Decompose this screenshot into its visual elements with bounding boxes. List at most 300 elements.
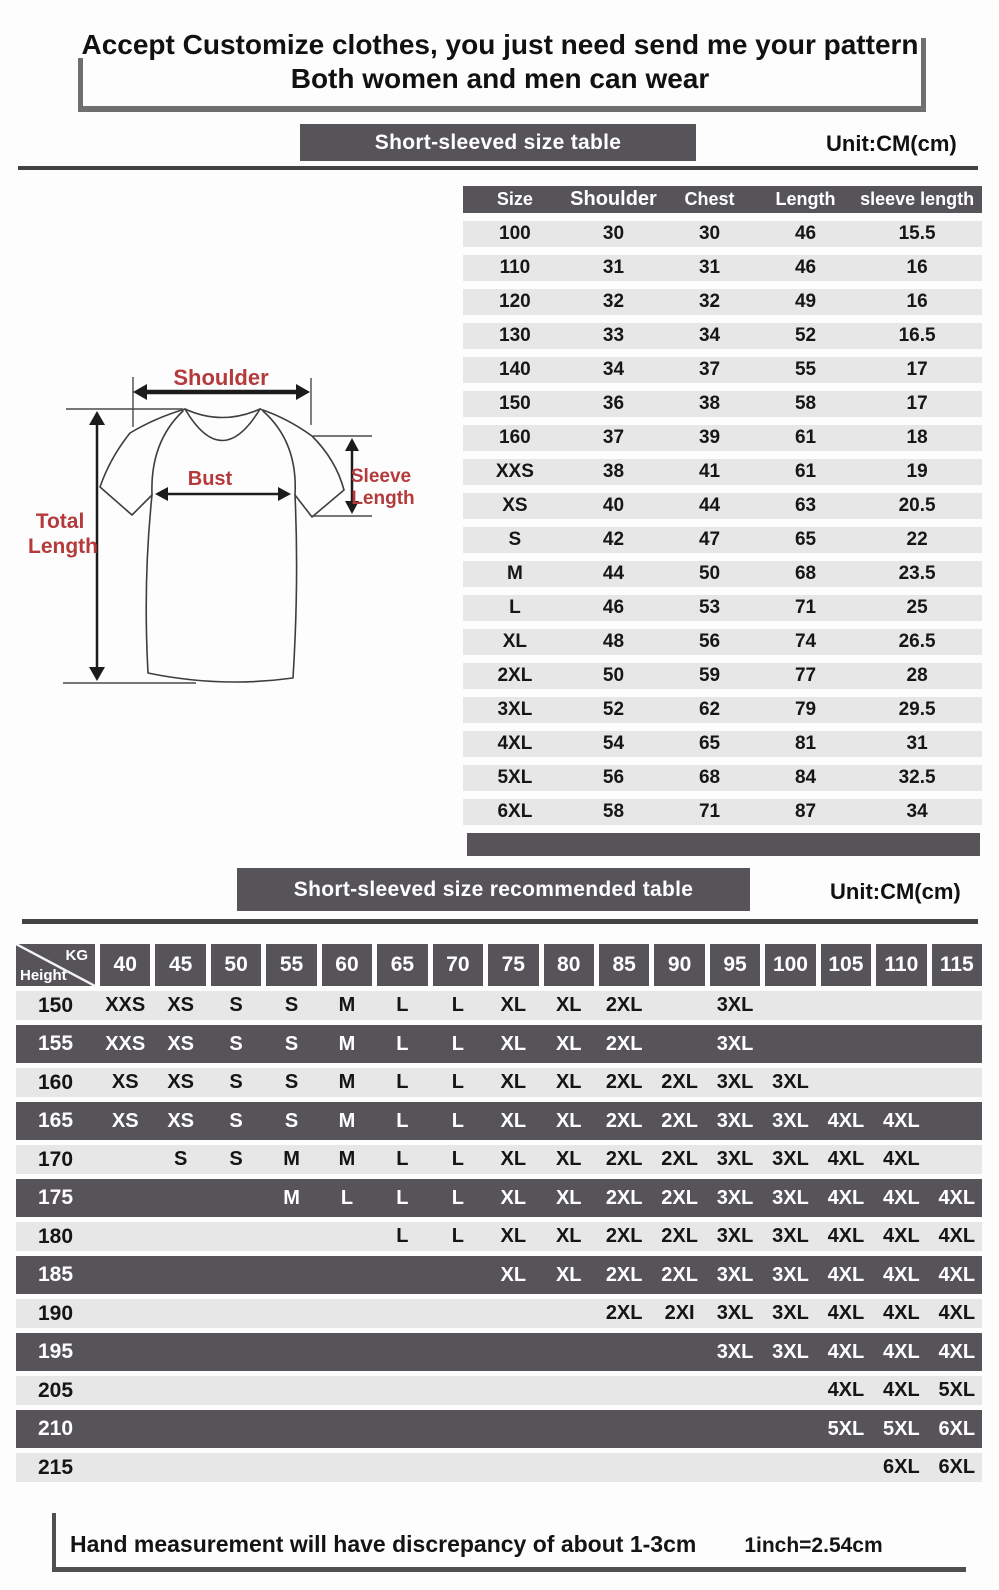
size-table-cell: 160: [499, 427, 531, 448]
matrix-size-cell: 3XL: [772, 1340, 809, 1363]
size-table-cell: 30: [602, 223, 625, 244]
matrix-height-label: 195: [37, 1340, 74, 1363]
matrix-size-cell: 2XL: [605, 1186, 643, 1209]
size-table-cell: 65: [698, 733, 721, 754]
size-table-cell: 31: [698, 257, 721, 278]
size-table-cell: 37: [698, 359, 721, 380]
footer-conversion: 1inch=2.54cm: [744, 1534, 883, 1557]
dimension-arrows: [89, 384, 359, 681]
size-table-cell: 79: [794, 699, 817, 720]
size-table-cell: 52: [794, 325, 817, 346]
matrix-height-label: 180: [37, 1224, 74, 1248]
matrix-row: [16, 1179, 982, 1217]
size-table-cell: 62: [698, 699, 721, 720]
matrix-header-row: [16, 944, 982, 986]
matrix-size-cell: L: [396, 994, 409, 1016]
matrix-size-cell: L: [396, 1186, 409, 1209]
size-table-bottom-bar: [467, 833, 980, 856]
recommended-table-unit: Unit:CM(cm): [830, 879, 961, 904]
matrix-weight-header: 100: [765, 944, 815, 986]
size-table-cell: 58: [602, 801, 625, 822]
size-table-cell: 48: [602, 631, 625, 652]
tshirt-outline: [100, 409, 344, 682]
size-table-cell: 56: [602, 767, 625, 788]
matrix-size-cell: XL: [555, 1071, 582, 1093]
matrix-size-cell: XL: [555, 1109, 582, 1132]
matrix-size-cell: 4XL: [827, 1186, 865, 1209]
matrix-height-label: 190: [37, 1301, 74, 1325]
matrix-row: [16, 1145, 982, 1174]
matrix-weight-header: 105: [821, 944, 871, 986]
matrix-size-cell: L: [396, 1148, 409, 1170]
size-table-cell: 77: [794, 665, 817, 686]
size-table-title: Short-sleeved size table: [300, 124, 696, 161]
matrix-size-cell: 5XL: [883, 1417, 920, 1440]
matrix-size-cell: S: [229, 1032, 243, 1055]
size-table-cell: 32: [698, 291, 721, 312]
matrix-weight-header: 65: [377, 944, 427, 986]
matrix-size-cell: XL: [555, 1032, 582, 1055]
matrix-size-cell: XS: [111, 1109, 139, 1132]
matrix-weight-header: 115: [932, 944, 982, 986]
shoulder-label: Shoulder: [173, 365, 269, 390]
size-table-cell: 20.5: [898, 495, 936, 516]
matrix-size-cell: 4XL: [883, 1302, 920, 1324]
matrix-size-cell: L: [451, 1109, 464, 1132]
matrix-size-cell: 2XI: [664, 1302, 695, 1324]
matrix-size-cell: L: [396, 1109, 409, 1132]
size-table-cell: 120: [499, 291, 531, 312]
matrix-row: [16, 1410, 982, 1448]
size-table-row: [463, 255, 982, 281]
size-table-cell: 140: [499, 359, 531, 380]
section-divider-2: [22, 919, 978, 924]
matrix-size-cell: L: [396, 1032, 409, 1055]
matrix-weight-header: 80: [544, 944, 594, 986]
size-table-cell: 34: [602, 359, 625, 380]
matrix-row: [16, 1102, 982, 1140]
matrix-size-cell: S: [229, 994, 243, 1016]
size-table-cell: XXS: [495, 461, 534, 482]
matrix-weight-header: 60: [322, 944, 372, 986]
size-table-cell: 28: [906, 665, 928, 686]
matrix-row: [16, 1376, 982, 1405]
size-table-cell: 58: [794, 393, 817, 414]
size-table-row: [463, 221, 982, 247]
matrix-size-cell: 3XL: [772, 1225, 809, 1247]
size-table-cell: M: [506, 563, 523, 584]
size-table-cell: 17: [906, 359, 928, 380]
recommended-table-title: Short-sleeved size recommended table: [237, 868, 750, 911]
matrix-height-label: 155: [37, 1032, 74, 1055]
size-table-cell: 18: [906, 427, 928, 448]
size-table-cell: 55: [794, 359, 817, 380]
size-table-col-header: Shoulder: [570, 188, 657, 210]
size-table-col-header: Size: [496, 189, 533, 209]
matrix-size-cell: S: [284, 994, 299, 1016]
size-table-cell: 31: [602, 257, 625, 278]
matrix-size-cell: XS: [111, 1071, 139, 1093]
matrix-height-label: 170: [37, 1147, 74, 1171]
matrix-weight-header: 95: [710, 944, 760, 986]
size-table-row: [463, 561, 982, 587]
size-table-cell: 38: [602, 461, 625, 482]
matrix-size-cell: 3XL: [772, 1302, 809, 1324]
matrix-row: [16, 1025, 982, 1063]
bust-label: Bust: [187, 468, 233, 490]
matrix-size-cell: XL: [555, 1225, 582, 1247]
size-table-cell: XL: [502, 631, 528, 652]
matrix-size-cell: 3XL: [716, 1109, 754, 1132]
matrix-size-cell: XL: [555, 994, 582, 1016]
size-table-cell: 56: [698, 631, 721, 652]
size-table-cell: 63: [794, 495, 817, 516]
matrix-size-cell: M: [338, 1148, 356, 1170]
size-table-cell: 5XL: [497, 767, 533, 788]
matrix-size-cell: L: [451, 1071, 464, 1093]
size-table-row: [463, 731, 982, 757]
matrix-size-cell: 2XL: [605, 1302, 643, 1324]
size-table-cell: 87: [794, 801, 817, 822]
size-table-cell: 37: [602, 427, 625, 448]
matrix-size-cell: S: [284, 1032, 299, 1055]
matrix-size-cell: 4XL: [883, 1263, 920, 1286]
matrix-height-label: 150: [37, 993, 74, 1017]
matrix-size-cell: S: [284, 1109, 299, 1132]
matrix-height-label: 160: [37, 1070, 74, 1094]
footer-note: Hand measurement will have discrepancy of about 1-3cm: [70, 1531, 697, 1557]
size-table-row: [463, 459, 982, 485]
matrix-weight-header: 110: [876, 944, 926, 986]
size-table-row: [463, 289, 982, 315]
size-table-cell: 32.5: [898, 767, 936, 788]
size-table-cell: 46: [602, 597, 625, 618]
matrix-weight-header: 75: [488, 944, 538, 986]
size-table-cell: 4XL: [497, 733, 533, 754]
matrix-size-cell: XXS: [105, 1032, 146, 1055]
matrix-size-cell: 2XL: [605, 1109, 643, 1132]
matrix-size-cell: XL: [555, 1148, 582, 1170]
matrix-size-cell: 5XL: [938, 1379, 976, 1401]
matrix-size-cell: 4XL: [883, 1109, 920, 1132]
matrix-size-cell: 4XL: [827, 1109, 865, 1132]
size-table-row: [463, 425, 982, 451]
size-table-cell: 34: [906, 801, 928, 822]
matrix-size-cell: 5XL: [827, 1417, 865, 1440]
matrix-size-cell: M: [338, 1071, 356, 1093]
size-table-cell: 50: [602, 665, 625, 686]
total-length-label-1: Total: [35, 510, 85, 533]
size-table-cell: 110: [499, 257, 531, 278]
size-table-row: [463, 765, 982, 791]
matrix-size-cell: XL: [500, 1148, 527, 1170]
matrix-size-cell: 6XL: [883, 1456, 920, 1478]
matrix-size-cell: L: [451, 1225, 464, 1247]
matrix-size-cell: 4XL: [883, 1148, 920, 1170]
matrix-size-cell: 3XL: [716, 1340, 754, 1363]
matrix-size-cell: XL: [555, 1186, 582, 1209]
size-table-cell: 68: [698, 767, 721, 788]
size-table-row: [463, 629, 982, 655]
matrix-row: [16, 1222, 982, 1251]
size-table-cell: 53: [698, 597, 721, 618]
matrix-size-cell: 3XL: [772, 1186, 809, 1209]
size-table-cell: 71: [698, 801, 721, 822]
matrix-corner-cell: [16, 944, 95, 986]
size-table-cell: 16.5: [898, 325, 936, 346]
matrix-size-cell: 2XL: [605, 1032, 643, 1055]
size-table-cell: 50: [698, 563, 721, 584]
size-table-cell: 38: [698, 393, 721, 414]
matrix-size-cell: M: [283, 1186, 300, 1209]
matrix-weight-header: 50: [211, 944, 261, 986]
matrix-size-cell: 6XL: [938, 1417, 976, 1440]
size-table-row: [463, 799, 982, 825]
matrix-size-cell: XXS: [105, 994, 146, 1016]
recommended-size-matrix: [16, 944, 982, 1482]
size-table-cell: 16: [906, 257, 928, 278]
size-table-cell: 33: [602, 325, 625, 346]
matrix-size-cell: XS: [167, 1109, 194, 1132]
matrix-size-cell: L: [451, 1032, 464, 1055]
matrix-height-label: 205: [37, 1378, 74, 1402]
matrix-size-cell: XL: [500, 1109, 527, 1132]
size-table-cell: 31: [906, 733, 928, 754]
tshirt-measurement-diagram: [0, 330, 450, 730]
size-table-cell: 46: [794, 257, 817, 278]
top-note-line2: Both women and men can wear: [290, 63, 710, 94]
dimension-extension-lines: [63, 377, 372, 683]
size-table-cell: L: [509, 597, 521, 618]
matrix-size-cell: S: [229, 1071, 243, 1093]
size-table-header-row: [463, 186, 982, 213]
matrix-size-cell: S: [229, 1109, 243, 1132]
size-table-cell: 19: [906, 461, 928, 482]
matrix-size-cell: 3XL: [716, 1032, 754, 1055]
total-length-label-2: Length: [28, 535, 98, 558]
matrix-weight-header: 55: [266, 944, 316, 986]
matrix-weight-header: 70: [433, 944, 483, 986]
matrix-size-cell: 3XL: [716, 1071, 754, 1093]
size-table-cell: 81: [794, 733, 817, 754]
matrix-size-cell: 3XL: [772, 1109, 809, 1132]
size-table-cell: 16: [906, 291, 928, 312]
size-table-cell: 100: [499, 223, 531, 244]
size-table-cell: 29.5: [898, 699, 936, 720]
matrix-size-cell: XS: [167, 994, 194, 1016]
size-table-cell: S: [508, 529, 522, 550]
matrix-weight-header: 45: [155, 944, 205, 986]
matrix-size-cell: L: [451, 994, 464, 1016]
matrix-weight-header: 40: [100, 944, 150, 986]
size-table-cell: 3XL: [497, 699, 533, 720]
size-table-cell: 130: [499, 325, 531, 346]
size-table-cell: 68: [794, 563, 817, 584]
matrix-size-cell: M: [338, 1109, 356, 1132]
size-table-cell: 150: [499, 393, 531, 414]
matrix-row: [16, 1333, 982, 1371]
matrix-size-cell: 2XL: [605, 1148, 643, 1170]
matrix-height-label: 215: [37, 1455, 74, 1479]
matrix-size-cell: XL: [500, 1225, 527, 1247]
size-table-cell: 40: [602, 495, 625, 516]
matrix-size-cell: 6XL: [938, 1456, 976, 1478]
matrix-size-cell: 4XL: [827, 1225, 865, 1247]
matrix-size-cell: 4XL: [827, 1302, 865, 1324]
matrix-size-cell: 4XL: [883, 1225, 920, 1247]
size-table-row: [463, 391, 982, 417]
matrix-size-cell: L: [396, 1071, 409, 1093]
matrix-size-cell: L: [396, 1225, 409, 1247]
size-table-cell: 49: [794, 291, 817, 312]
size-table-cell: 15.5: [898, 223, 936, 244]
size-table-body: [463, 221, 982, 825]
matrix-size-cell: 4XL: [938, 1225, 976, 1247]
matrix-size-cell: 2XL: [661, 1263, 698, 1286]
matrix-size-cell: 2XL: [605, 1225, 643, 1247]
size-table-cell: 84: [794, 767, 817, 788]
size-table-cell: 32: [602, 291, 625, 312]
matrix-size-cell: 4XL: [827, 1263, 865, 1286]
matrix-size-cell: 4XL: [938, 1302, 976, 1324]
matrix-height-label: 185: [37, 1263, 74, 1286]
matrix-size-cell: 4XL: [827, 1379, 865, 1401]
matrix-size-cell: 4XL: [883, 1340, 920, 1363]
size-table-cell: 44: [602, 563, 625, 584]
size-table-cell: 6XL: [497, 801, 533, 822]
section-divider: [18, 166, 978, 170]
matrix-size-cell: L: [451, 1148, 464, 1170]
matrix-size-cell: 3XL: [716, 1225, 754, 1247]
matrix-size-cell: 4XL: [938, 1186, 976, 1209]
size-table-cell: 61: [794, 461, 817, 482]
matrix-size-cell: XL: [500, 1186, 527, 1209]
top-note-border-right: [921, 38, 926, 106]
matrix-size-cell: 4XL: [827, 1340, 865, 1363]
size-table-cell: 59: [698, 665, 721, 686]
size-table-row: [463, 493, 982, 519]
size-table-cell: 41: [698, 461, 721, 482]
size-table-cell: 34: [698, 325, 721, 346]
size-table-col-header: Chest: [684, 189, 735, 209]
matrix-size-cell: S: [284, 1071, 299, 1093]
size-table-cell: XS: [502, 495, 528, 516]
size-table-cell: 36: [602, 393, 625, 414]
matrix-size-cell: 3XL: [772, 1263, 809, 1286]
size-table-col-header: Length: [775, 189, 836, 209]
matrix-size-cell: 3XL: [716, 1186, 754, 1209]
size-table-cell: 61: [794, 427, 817, 448]
matrix-size-cell: 2XL: [605, 1071, 643, 1093]
matrix-height-label: 210: [37, 1417, 74, 1440]
matrix-weight-header: 90: [654, 944, 704, 986]
size-table-row: [463, 697, 982, 723]
matrix-row: [16, 1068, 982, 1097]
matrix-size-cell: 2XL: [605, 1263, 643, 1286]
matrix-size-cell: 2XL: [661, 1148, 698, 1170]
matrix-size-cell: 2XL: [661, 1071, 698, 1093]
matrix-height-label: 175: [37, 1186, 74, 1209]
matrix-height-label: 165: [37, 1109, 74, 1132]
top-note: [80, 28, 920, 96]
size-table-cell: 46: [794, 223, 817, 244]
matrix-size-cell: 4XL: [938, 1263, 976, 1286]
matrix-size-cell: L: [340, 1186, 354, 1209]
corner-kg-label: KG: [65, 947, 88, 964]
matrix-body: [16, 991, 982, 1482]
size-table-cell: 71: [794, 597, 817, 618]
size-table-cell: 54: [602, 733, 625, 754]
size-table-cell: 47: [698, 529, 721, 550]
matrix-size-cell: 4XL: [883, 1379, 920, 1401]
matrix-size-cell: M: [338, 1032, 356, 1055]
matrix-row: [16, 1256, 982, 1294]
matrix-size-cell: S: [229, 1148, 243, 1170]
matrix-size-cell: XL: [500, 994, 527, 1016]
matrix-size-cell: 2XL: [661, 1186, 698, 1209]
matrix-size-cell: 2XL: [605, 994, 643, 1016]
matrix-size-cell: L: [451, 1186, 464, 1209]
matrix-size-cell: 3XL: [716, 994, 754, 1016]
matrix-row: [16, 1299, 982, 1328]
matrix-size-cell: XS: [167, 1071, 194, 1093]
size-table-cell: 74: [794, 631, 817, 652]
matrix-size-cell: 4XL: [938, 1340, 976, 1363]
matrix-size-cell: S: [173, 1148, 188, 1170]
matrix-size-cell: M: [338, 994, 356, 1016]
size-table-row: [463, 357, 982, 383]
matrix-size-cell: 3XL: [772, 1071, 809, 1093]
size-table-cell: 25: [906, 597, 928, 618]
size-table-row: [463, 595, 982, 621]
matrix-size-cell: 2XL: [661, 1225, 698, 1247]
matrix-size-cell: XS: [167, 1032, 194, 1055]
footer: [70, 1531, 883, 1558]
size-table-cell: 42: [602, 529, 625, 550]
matrix-size-cell: M: [283, 1148, 300, 1170]
matrix-size-cell: XL: [500, 1032, 527, 1055]
size-table-cell: 17: [906, 393, 928, 414]
size-table-cell: 26.5: [898, 631, 936, 652]
size-table-cell: 52: [602, 699, 625, 720]
size-table-col-header: sleeve length: [860, 189, 975, 209]
size-table-cell: 22: [906, 529, 928, 550]
size-table-cell: 2XL: [497, 665, 533, 686]
size-table-cell: 23.5: [898, 563, 936, 584]
matrix-size-cell: 3XL: [716, 1148, 754, 1170]
size-table-cell: 39: [698, 427, 721, 448]
matrix-size-cell: 4XL: [827, 1148, 865, 1170]
size-table-cell: 65: [794, 529, 817, 550]
size-table-row: [463, 663, 982, 689]
top-note-line1: Accept Customize clothes, you just need send me your pattern: [81, 29, 919, 60]
size-table-cell: 30: [698, 223, 721, 244]
matrix-size-cell: XL: [500, 1071, 527, 1093]
matrix-size-cell: 3XL: [716, 1263, 754, 1286]
matrix-size-cell: 3XL: [716, 1302, 754, 1324]
matrix-size-cell: 3XL: [772, 1148, 809, 1170]
matrix-weight-header: 85: [599, 944, 649, 986]
matrix-size-cell: 4XL: [883, 1186, 920, 1209]
size-table-row: [463, 323, 982, 349]
matrix-size-cell: XL: [500, 1263, 527, 1286]
sleeve-length-label-2: Length: [351, 488, 415, 509]
size-table-unit: Unit:CM(cm): [826, 131, 957, 156]
sleeve-length-label-1: Sleeve: [350, 466, 412, 487]
size-table-row: [463, 527, 982, 553]
size-table: [463, 186, 982, 856]
matrix-row: [16, 1453, 982, 1482]
